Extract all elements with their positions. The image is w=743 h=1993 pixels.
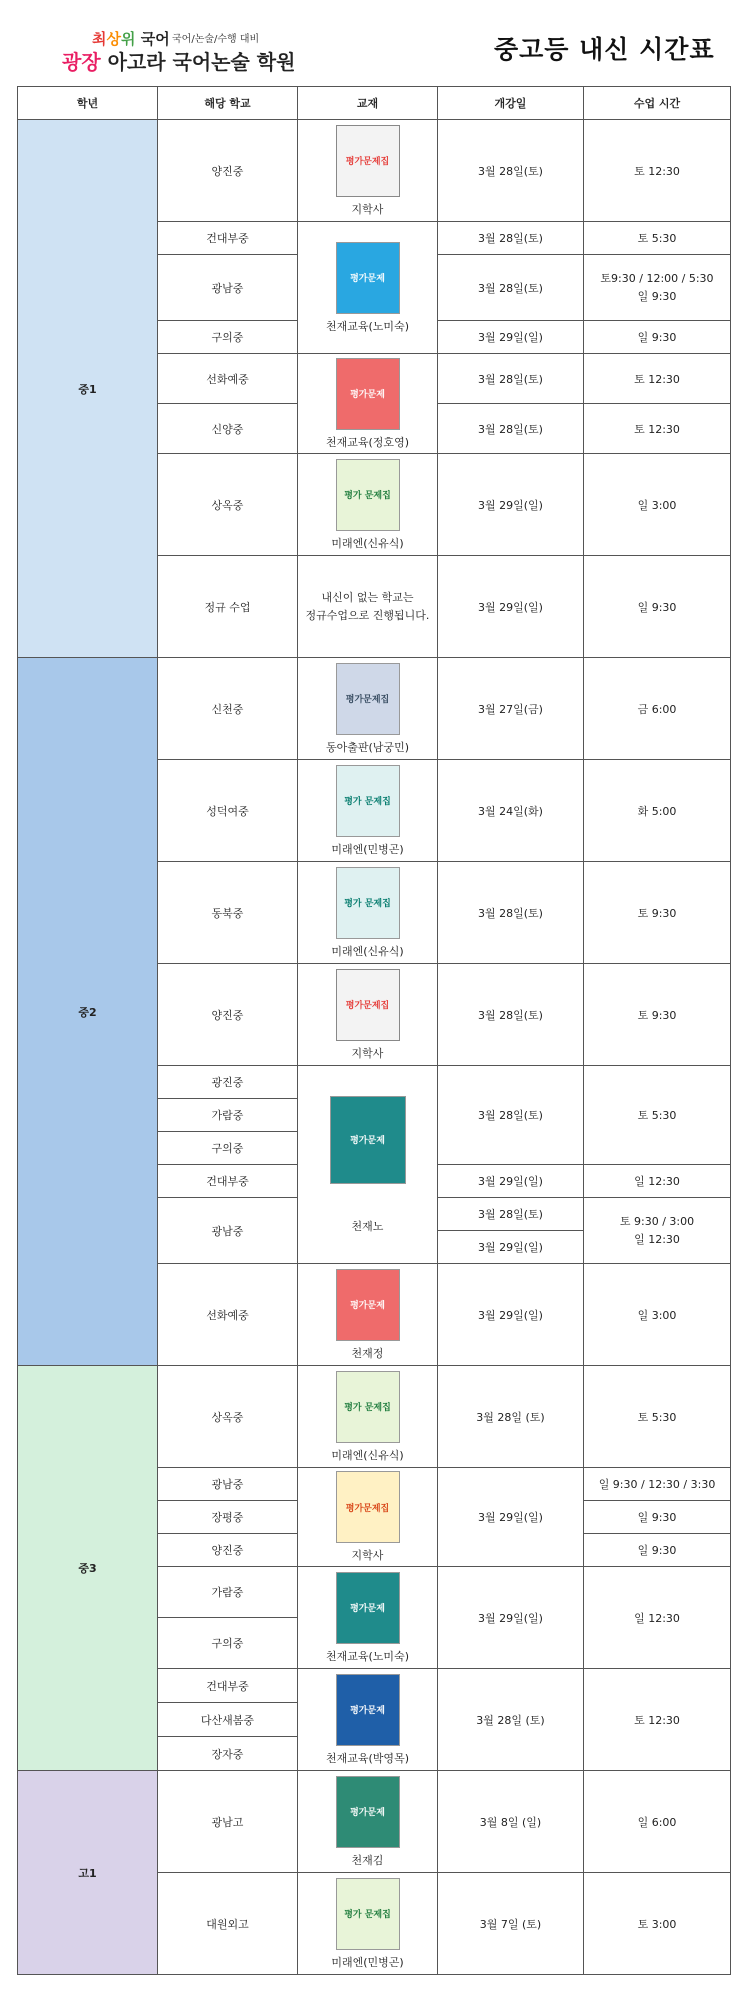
date-cell: 3월 28일 (토) <box>438 1669 584 1771</box>
book-cover-icon: 평가문제집 <box>336 125 400 197</box>
book-cover-icon: 평가문제 <box>336 358 400 430</box>
date-cell: 3월 28일 (토) <box>438 1366 584 1468</box>
time-cell: 금 6:00 <box>584 658 731 760</box>
school-cell: 구의중 <box>158 1132 298 1165</box>
time-cell: 일 9:30 / 12:30 / 3:30 <box>584 1468 731 1501</box>
school-cell: 신천중 <box>158 658 298 760</box>
school-cell: 광진중 <box>158 1066 298 1099</box>
school-cell: 상옥중 <box>158 1366 298 1468</box>
page-header <box>0 0 743 82</box>
school-cell: 양진중 <box>158 1534 298 1567</box>
grade-cell: 중3 <box>18 1366 158 1771</box>
date-cell: 3월 29일(일) <box>438 1468 584 1567</box>
page-title: 중고등 내신 시간표 <box>494 35 715 64</box>
textbook-cell: 평가 문제집 미래엔(신유식) <box>298 454 438 556</box>
time-cell: 토 3:00 <box>584 1873 731 1975</box>
time-cell: 일 9:30 <box>584 556 731 658</box>
book-cover-icon: 평가문제 <box>330 1096 406 1184</box>
date-cell: 3월 29일(일) <box>438 454 584 556</box>
date-cell: 3월 28일(토) <box>438 222 584 255</box>
time-cell: 토 9:30 <box>584 862 731 964</box>
date-cell: 3월 28일(토) <box>438 354 584 404</box>
date-cell: 3월 29일(일) <box>438 556 584 658</box>
academy-logo: 광장 아고라 국어논술 학원 <box>62 50 296 74</box>
grade-cell: 중2 <box>18 658 158 1366</box>
textbook-cell: 평가문제집 동아출판(남궁민) <box>298 658 438 760</box>
school-cell: 건대부중 <box>158 1669 298 1703</box>
time-cell: 일 9:30 <box>584 1501 731 1534</box>
school-cell: 가람중 <box>158 1099 298 1132</box>
table-row <box>18 1771 731 1873</box>
date-cell: 3월 28일(토) <box>438 255 584 321</box>
school-cell: 신양중 <box>158 404 298 454</box>
school-cell: 동북중 <box>158 862 298 964</box>
school-cell: 다산새봄중 <box>158 1703 298 1737</box>
time-cell: 토 12:30 <box>584 404 731 454</box>
time-cell: 토 9:30 <box>584 964 731 1066</box>
book-cover-icon: 평가문제 <box>336 242 400 314</box>
book-cover-icon: 평가 문제집 <box>336 765 400 837</box>
table-row <box>18 120 731 222</box>
time-cell: 토 9:30 / 3:00 일 12:30 <box>584 1198 731 1264</box>
time-cell: 일 3:00 <box>584 454 731 556</box>
textbook-note: 내신이 없는 학교는 정규수업으로 진행됩니다. <box>298 556 438 658</box>
schedule-table <box>17 86 731 1975</box>
textbook-cell: 평가 문제집 미래엔(신유식) <box>298 1366 438 1468</box>
time-cell: 화 5:00 <box>584 760 731 862</box>
book-cover-icon: 평가 문제집 <box>336 1878 400 1950</box>
time-cell: 토 5:30 <box>584 222 731 255</box>
textbook-cell: 평가문제 천재교육(박영목) <box>298 1669 438 1771</box>
col-textbook: 교재 <box>298 87 438 120</box>
date-cell: 3월 28일(토) <box>438 1198 584 1231</box>
col-school: 해당 학교 <box>158 87 298 120</box>
date-cell: 3월 8일 (일) <box>438 1771 584 1873</box>
school-cell: 건대부중 <box>158 222 298 255</box>
school-cell: 상옥중 <box>158 454 298 556</box>
school-cell: 양진중 <box>158 964 298 1066</box>
school-cell: 건대부중 <box>158 1165 298 1198</box>
textbook-cell: 평가문제 천재교육(정호영) <box>298 354 438 454</box>
textbook-cell: 평가 문제집 미래엔(신유식) <box>298 862 438 964</box>
date-cell: 3월 29일(일) <box>438 1165 584 1198</box>
book-cover-icon: 평가 문제집 <box>336 1371 400 1443</box>
col-start-date: 개강일 <box>438 87 584 120</box>
date-cell: 3월 29일(일) <box>438 321 584 354</box>
textbook-cell: 평가문제집 지학사 <box>298 120 438 222</box>
textbook-cell: 평가문제 천재교육(노미숙) <box>298 222 438 354</box>
date-cell: 3월 28일(토) <box>438 964 584 1066</box>
school-cell: 양진중 <box>158 120 298 222</box>
grade-cell: 중1 <box>18 120 158 658</box>
time-cell: 토 12:30 <box>584 120 731 222</box>
school-cell: 광남중 <box>158 1468 298 1501</box>
textbook-cell: 평가문제 천재김 <box>298 1771 438 1873</box>
book-cover-icon: 평가문제 <box>336 1776 400 1848</box>
book-cover-icon: 평가문제 <box>336 1269 400 1341</box>
date-cell: 3월 7일 (토) <box>438 1873 584 1975</box>
school-cell: 가람중 <box>158 1567 298 1618</box>
textbook-cell: 평가문제집 지학사 <box>298 964 438 1066</box>
school-cell: 장자중 <box>158 1737 298 1771</box>
school-cell: 구의중 <box>158 321 298 354</box>
school-cell: 광남중 <box>158 255 298 321</box>
date-cell: 3월 28일(토) <box>438 120 584 222</box>
school-cell: 정규 수업 <box>158 556 298 658</box>
date-cell: 3월 27일(금) <box>438 658 584 760</box>
time-cell: 일 12:30 <box>584 1165 731 1198</box>
time-cell: 일 12:30 <box>584 1567 731 1669</box>
time-cell: 토 5:30 <box>584 1066 731 1165</box>
time-cell: 일 9:30 <box>584 1534 731 1567</box>
book-cover-icon: 평가 문제집 <box>336 459 400 531</box>
school-cell: 선화예중 <box>158 1264 298 1366</box>
school-cell: 성덕여중 <box>158 760 298 862</box>
school-cell: 장평중 <box>158 1501 298 1534</box>
table-row <box>18 658 731 760</box>
book-cover-icon: 평가 문제집 <box>336 867 400 939</box>
time-cell: 토 12:30 <box>584 1669 731 1771</box>
book-cover-icon: 평가문제집 <box>336 1471 400 1543</box>
textbook-cell: 평가문제집 지학사 <box>298 1468 438 1567</box>
logo-subtitle: 국어/논술/수행 대비 <box>172 34 260 45</box>
textbook-cell: 평가 문제집 미래엔(민병곤) <box>298 1873 438 1975</box>
school-cell: 대원외고 <box>158 1873 298 1975</box>
book-cover-icon: 평가문제 <box>336 1674 400 1746</box>
logo-tagline: 최상위 국어 <box>92 30 170 48</box>
textbook-cell: 평가문제 천재교육(노미숙) <box>298 1567 438 1669</box>
time-cell: 토 12:30 <box>584 354 731 404</box>
textbook-cell: 평가 문제집 미래엔(민병곤) <box>298 760 438 862</box>
time-cell: 일 6:00 <box>584 1771 731 1873</box>
book-cover-icon: 평가문제 <box>336 1572 400 1644</box>
school-cell: 광남고 <box>158 1771 298 1873</box>
date-cell: 3월 24일(화) <box>438 760 584 862</box>
date-cell: 3월 29일(일) <box>438 1264 584 1366</box>
time-cell: 토9:30 / 12:00 / 5:30 일 9:30 <box>584 255 731 321</box>
table-header-row <box>18 87 731 120</box>
date-cell: 3월 28일(토) <box>438 1066 584 1165</box>
book-cover-icon: 평가문제집 <box>336 663 400 735</box>
grade-cell: 고1 <box>18 1771 158 1975</box>
textbook-cell: 평가문제 천재노 <box>298 1066 438 1264</box>
date-cell: 3월 28일(토) <box>438 862 584 964</box>
book-cover-icon: 평가문제집 <box>336 969 400 1041</box>
date-cell: 3월 29일(일) <box>438 1567 584 1669</box>
date-cell: 3월 29일(일) <box>438 1231 584 1264</box>
school-cell: 선화예중 <box>158 354 298 404</box>
school-cell: 광남중 <box>158 1198 298 1264</box>
col-class-time: 수업 시간 <box>584 87 731 120</box>
table-row <box>18 1366 731 1468</box>
col-grade: 학년 <box>18 87 158 120</box>
date-cell: 3월 28일(토) <box>438 404 584 454</box>
time-cell: 토 5:30 <box>584 1366 731 1468</box>
textbook-cell: 평가문제 천재정 <box>298 1264 438 1366</box>
school-cell: 구의중 <box>158 1618 298 1669</box>
time-cell: 일 3:00 <box>584 1264 731 1366</box>
time-cell: 일 9:30 <box>584 321 731 354</box>
